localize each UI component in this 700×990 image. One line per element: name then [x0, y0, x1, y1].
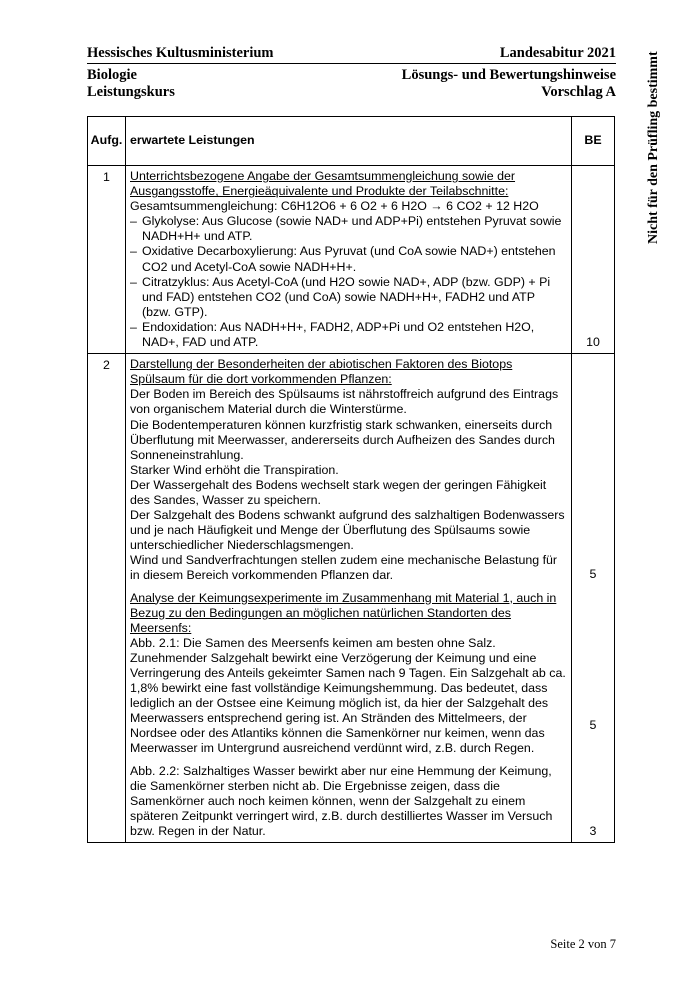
ministry-name: Hessisches Kultusministerium	[87, 45, 274, 61]
task-number: 1	[88, 166, 126, 354]
course: Leistungskurs	[87, 84, 175, 100]
task-heading: Darstellung der Besonderheiten der abiotischen Faktoren des Biotops Spülsaum für die dort vorkommenden Pflanzen:	[130, 357, 513, 387]
exam-title: Landesabitur 2021	[499, 45, 616, 61]
list-item-text: Oxidative Decarboxylierung: Aus Pyruvat (und CoA sowie NAD+) entstehen CO2 und Acetyl-CoA sowie NADH+H+.	[142, 244, 556, 274]
page-number: Seite 2 von 7	[550, 937, 616, 951]
points-value: 5	[589, 567, 597, 582]
paragraph: Starker Wind erhöht die Transpiration.	[130, 462, 339, 477]
expected-answer	[126, 354, 572, 843]
dash-marker: –	[130, 274, 137, 289]
subject: Biologie	[87, 67, 137, 83]
paragraph: Der Salzgehalt des Bodens schwankt aufgrund des salzhaltigen Bodenwassers und je nach Häufigkeit und Menge der Überflutung des Spülsaums sowie unterschiedlicher Niederschlagsmengen.	[130, 508, 565, 553]
paragraph: Abb. 2.1: Die Samen des Meersenfs keimen am besten ohne Salz. Zunehmender Salzgehalt bewirkt eine Verzögerung der Keimung und eine Verringerung des Anteils gekeimter Samen nach 9 Tagen. Ein Salzgehalt ab ca. 1,8% bewirkt eine fast vollständige Keimungshemmung. Das bedeutet, dass lediglich an der Ostsee eine Keimung möglich ist, da hier der Salzgehalt des Meerwassers entsprechend gering ist. An Stränden des Mittelmeers, der Nordsee oder des Atlantiks können die Samenkörner nur keimen, wenn das Meerwasser im Untergrund ausreichend verdünnt wird, z.B. durch Regen.	[130, 635, 566, 756]
equation-line	[130, 199, 567, 214]
list-item-text: Endoxidation: Aus NADH+H+, FADH2, ADP+Pi und O2 entstehen H2O, NAD+, FAD und ATP.	[142, 319, 535, 350]
points-value: 5	[589, 718, 597, 733]
task-heading: Analyse der Keimungsexperimente im Zusammenhang mit Material 1, auch in Bezug zu den Bedingungen an möglichen natürlichen Standorten des Meersenfs:	[130, 590, 557, 635]
task-number: 2	[88, 354, 126, 843]
dash-marker: –	[130, 319, 137, 334]
task-heading: Unterrichtsbezogene Angabe der Gesamtsummengleichung sowie der Ausgangsstoffe, Energieäquivalente und Produkte der Teilabschnitte:	[130, 169, 516, 199]
proposal: Vorschlag A	[541, 84, 616, 100]
doc-type: Lösungs- und Bewertungshinweise	[401, 67, 616, 83]
spacer	[130, 757, 567, 764]
points-cell	[572, 166, 615, 354]
paragraph: Der Boden im Bereich des Spülsaums ist nährstoffreich aufgrund des Eintrags von organischem Material durch die Winterstürme.	[130, 387, 559, 417]
solution-table	[87, 116, 615, 843]
col-task-header: Aufg.	[88, 117, 126, 166]
dash-marker: –	[130, 244, 137, 259]
table-header-row	[88, 117, 615, 166]
spacer	[130, 584, 567, 591]
paragraph: Der Wassergehalt des Bodens wechselt stark wegen der geringen Fähigkeit des Sandes, Wasser zu speichern.	[130, 477, 547, 507]
points-value: 3	[589, 823, 597, 838]
equation-label: Gesamtsummengleichung:	[130, 199, 278, 214]
expected-answer	[126, 166, 572, 354]
table-row	[88, 354, 615, 843]
list-item-text: Citratzyklus: Aus Acetyl-CoA (und H2O sowie NAD+, ADP (bzw. GDP) + Pi und FAD) entstehen CO2 (und CoA) sowie NADH+H+, FADH2 und ATP (bzw. GTP).	[142, 274, 551, 319]
points-cell	[572, 354, 615, 843]
list-item	[130, 275, 567, 320]
points-value: 10	[586, 335, 600, 350]
paragraph: Abb. 2.2: Salzhaltiges Wasser bewirkt aber nur eine Hemmung der Keimung, die Samenkörner sterben nicht ab. Die Ergebnisse zeigen, dass die Samenkörner auch noch keimen können, wenn der Salzgehalt zu einem späteren Zeitpunkt verringert wird, z.B. durch destilliertes Wasser im Versuch bzw. Regen in der Natur.	[130, 763, 553, 838]
header-rule	[87, 63, 616, 64]
summary-equation: C6H12O6 + 6 O2 + 6 H2O → 6 CO2 + 12 H2O	[280, 199, 539, 214]
list-item-text: Glykolyse: Aus Glucose (sowie NAD+ und ADP+Pi) entstehen Pyruvat sowie NADH+H+ und ATP.	[142, 214, 562, 244]
list-item	[130, 244, 567, 274]
paragraph: Wind und Sandverfrachtungen stellen zudem eine mechanische Belastung für in diesem Bereich vorkommenden Pflanzen dar.	[130, 553, 558, 583]
col-expected-header: erwartete Leistungen	[126, 117, 572, 166]
col-points-header: BE	[572, 117, 615, 166]
side-note: Nicht für den Prüfling bestimmt	[646, 51, 661, 244]
list-item	[130, 214, 567, 244]
paragraph: Die Bodentemperaturen können kurzfristig stark schwanken, einerseits durch Überflutung mit Meerwasser, andererseits durch Aufheizen des Sandes durch Sonneneinstrahlung.	[130, 417, 555, 462]
list-item	[130, 320, 567, 350]
dash-marker: –	[130, 214, 137, 229]
table-row	[88, 166, 615, 354]
